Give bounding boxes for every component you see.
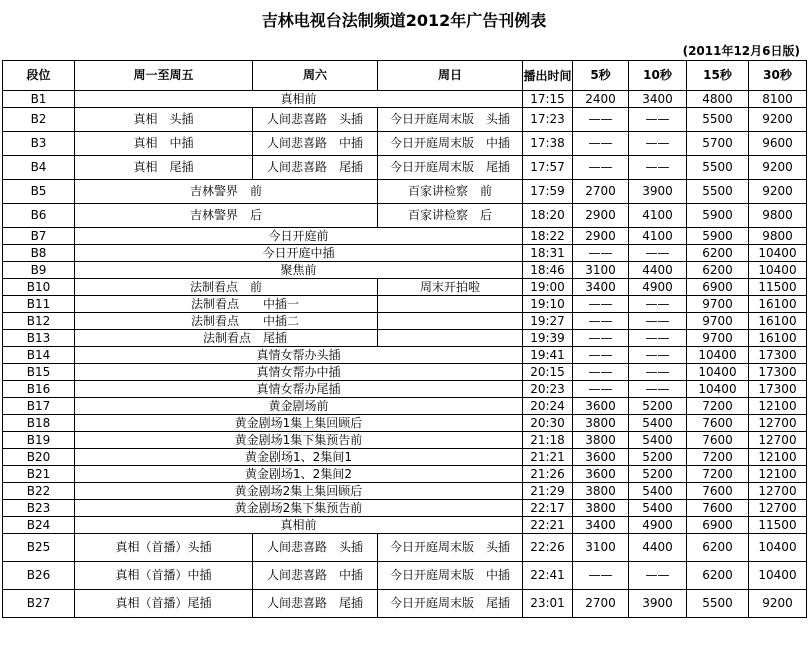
price-10s-cell[interactable]: 5400: [629, 483, 687, 500]
table-row: [3, 279, 807, 296]
price-5s-cell[interactable]: 2900: [573, 204, 629, 228]
price-10s-cell[interactable]: 5200: [629, 449, 687, 466]
price-15s-cell[interactable]: 10400: [687, 381, 749, 398]
table-row: [3, 517, 807, 534]
program-cell[interactable]: 真相（首播）尾插: [75, 590, 253, 618]
col-segment-header[interactable]: 段位: [3, 61, 75, 91]
table-row: [3, 534, 807, 562]
segment-cell[interactable]: B6: [3, 204, 75, 228]
table-body: [3, 61, 807, 618]
table-row: [3, 415, 807, 432]
price-15s-cell[interactable]: 7600: [687, 415, 749, 432]
segment-cell[interactable]: B25: [3, 534, 75, 562]
price-15s-cell[interactable]: 6200: [687, 562, 749, 590]
table-row: [3, 449, 807, 466]
price-30s-cell[interactable]: 9800: [749, 228, 807, 245]
price-5s-cell[interactable]: 3400: [573, 517, 629, 534]
program-cell[interactable]: 真情女帮办中插: [75, 364, 523, 381]
empty-cell[interactable]: [378, 296, 523, 313]
price-5s-cell[interactable]: ——: [573, 156, 629, 180]
price-10s-cell[interactable]: ——: [629, 245, 687, 262]
segment-cell[interactable]: B12: [3, 313, 75, 330]
price-15s-cell[interactable]: 5500: [687, 156, 749, 180]
price-30s-cell[interactable]: 12100: [749, 449, 807, 466]
price-10s-cell[interactable]: 4100: [629, 204, 687, 228]
program-cell[interactable]: 人间悲喜路 尾插: [253, 156, 378, 180]
col-15s-header[interactable]: 15秒: [687, 61, 749, 91]
price-30s-cell[interactable]: 9600: [749, 132, 807, 156]
program-cell[interactable]: 人间悲喜路 头插: [253, 108, 378, 132]
segment-cell[interactable]: B19: [3, 432, 75, 449]
price-5s-cell[interactable]: 3100: [573, 262, 629, 279]
airtime-cell[interactable]: 22:41: [523, 562, 573, 590]
segment-cell[interactable]: B3: [3, 132, 75, 156]
segment-cell[interactable]: B15: [3, 364, 75, 381]
program-cell[interactable]: 真情女帮办头插: [75, 347, 523, 364]
program-cell[interactable]: 百家讲检察 后: [378, 204, 523, 228]
segment-cell[interactable]: B16: [3, 381, 75, 398]
sheet-title: 吉林电视台法制频道2012年广告刊例表: [261, 11, 547, 30]
price-10s-cell[interactable]: 3400: [629, 91, 687, 108]
airtime-cell[interactable]: 20:23: [523, 381, 573, 398]
program-cell[interactable]: 今日开庭前: [75, 228, 523, 245]
table-row: [3, 132, 807, 156]
table-row: [3, 156, 807, 180]
price-15s-cell[interactable]: 10400: [687, 364, 749, 381]
table-row: [3, 500, 807, 517]
price-10s-cell[interactable]: 5200: [629, 466, 687, 483]
program-cell[interactable]: 黄金剧场前: [75, 398, 523, 415]
price-15s-cell[interactable]: 9700: [687, 296, 749, 313]
program-cell[interactable]: 今日开庭周末版 头插: [378, 108, 523, 132]
program-cell[interactable]: 真相（首播）头插: [75, 534, 253, 562]
airtime-cell[interactable]: 18:22: [523, 228, 573, 245]
segment-cell[interactable]: B5: [3, 180, 75, 204]
table-row: [3, 483, 807, 500]
price-15s-cell[interactable]: 7600: [687, 483, 749, 500]
price-5s-cell[interactable]: 2400: [573, 91, 629, 108]
price-5s-cell[interactable]: ——: [573, 296, 629, 313]
price-15s-cell[interactable]: 9700: [687, 313, 749, 330]
program-cell[interactable]: 黄金剧场2集上集回顾后: [75, 483, 523, 500]
price-10s-cell[interactable]: 5200: [629, 398, 687, 415]
segment-cell[interactable]: B27: [3, 590, 75, 618]
airtime-cell[interactable]: 19:41: [523, 347, 573, 364]
table-row: [3, 204, 807, 228]
segment-cell[interactable]: B11: [3, 296, 75, 313]
edition-date: (2011年12月6日版): [682, 44, 800, 58]
price-15s-cell[interactable]: 6900: [687, 517, 749, 534]
table-row: [3, 562, 807, 590]
price-15s-cell[interactable]: 5900: [687, 228, 749, 245]
price-30s-cell[interactable]: 17300: [749, 347, 807, 364]
table-row: [3, 330, 807, 347]
price-10s-cell[interactable]: 4100: [629, 228, 687, 245]
col-airtime-header[interactable]: 播出时间: [523, 61, 573, 91]
table-row: [3, 228, 807, 245]
price-5s-cell[interactable]: 3800: [573, 415, 629, 432]
price-5s-cell[interactable]: 3800: [573, 483, 629, 500]
price-30s-cell[interactable]: 17300: [749, 381, 807, 398]
segment-cell[interactable]: B9: [3, 262, 75, 279]
price-10s-cell[interactable]: 4400: [629, 534, 687, 562]
table-row: [3, 313, 807, 330]
table-row: [3, 262, 807, 279]
price-30s-cell[interactable]: 12700: [749, 415, 807, 432]
airtime-cell[interactable]: 17:38: [523, 132, 573, 156]
table-row: [3, 347, 807, 364]
airtime-cell[interactable]: 19:27: [523, 313, 573, 330]
price-5s-cell[interactable]: 2900: [573, 228, 629, 245]
price-10s-cell[interactable]: 4900: [629, 517, 687, 534]
airtime-cell[interactable]: 18:20: [523, 204, 573, 228]
col-saturday-header[interactable]: 周六: [253, 61, 378, 91]
price-15s-cell[interactable]: 4800: [687, 91, 749, 108]
program-cell[interactable]: 人间悲喜路 中插: [253, 132, 378, 156]
segment-cell[interactable]: B20: [3, 449, 75, 466]
airtime-cell[interactable]: 20:30: [523, 415, 573, 432]
price-10s-cell[interactable]: ——: [629, 364, 687, 381]
price-5s-cell[interactable]: ——: [573, 132, 629, 156]
price-15s-cell[interactable]: 6200: [687, 245, 749, 262]
segment-cell[interactable]: B22: [3, 483, 75, 500]
price-30s-cell[interactable]: 8100: [749, 91, 807, 108]
price-15s-cell[interactable]: 10400: [687, 347, 749, 364]
price-30s-cell[interactable]: 9200: [749, 156, 807, 180]
price-10s-cell[interactable]: ——: [629, 381, 687, 398]
price-30s-cell[interactable]: 12100: [749, 466, 807, 483]
table-row: [3, 432, 807, 449]
price-10s-cell[interactable]: ——: [629, 108, 687, 132]
program-cell[interactable]: 人间悲喜路 尾插: [253, 590, 378, 618]
price-30s-cell[interactable]: 9800: [749, 204, 807, 228]
price-10s-cell[interactable]: 4400: [629, 262, 687, 279]
segment-cell[interactable]: B24: [3, 517, 75, 534]
price-5s-cell[interactable]: 2700: [573, 590, 629, 618]
segment-cell[interactable]: B1: [3, 91, 75, 108]
price-5s-cell[interactable]: ——: [573, 347, 629, 364]
empty-cell[interactable]: [378, 330, 523, 347]
price-10s-cell[interactable]: 4900: [629, 279, 687, 296]
airtime-cell[interactable]: 19:10: [523, 296, 573, 313]
price-5s-cell[interactable]: ——: [573, 245, 629, 262]
price-30s-cell[interactable]: 10400: [749, 262, 807, 279]
airtime-cell[interactable]: 21:18: [523, 432, 573, 449]
program-cell[interactable]: 真相 尾插: [75, 156, 253, 180]
price-10s-cell[interactable]: ——: [629, 132, 687, 156]
price-30s-cell[interactable]: 10400: [749, 534, 807, 562]
airtime-cell[interactable]: 19:00: [523, 279, 573, 296]
segment-cell[interactable]: B17: [3, 398, 75, 415]
price-5s-cell[interactable]: 3600: [573, 466, 629, 483]
ad-rate-table: [2, 60, 807, 618]
table-row: [3, 590, 807, 618]
price-5s-cell[interactable]: 3800: [573, 432, 629, 449]
price-30s-cell[interactable]: 12700: [749, 500, 807, 517]
col-5s-header[interactable]: 5秒: [573, 61, 629, 91]
price-5s-cell[interactable]: 3800: [573, 500, 629, 517]
program-cell[interactable]: 黄金剧场2集下集预告前: [75, 500, 523, 517]
airtime-cell[interactable]: 20:24: [523, 398, 573, 415]
price-10s-cell[interactable]: 3900: [629, 590, 687, 618]
segment-cell[interactable]: B8: [3, 245, 75, 262]
price-30s-cell[interactable]: 9200: [749, 590, 807, 618]
airtime-cell[interactable]: 17:57: [523, 156, 573, 180]
price-5s-cell[interactable]: 3100: [573, 534, 629, 562]
program-cell[interactable]: 真相 中插: [75, 132, 253, 156]
price-30s-cell[interactable]: 17300: [749, 364, 807, 381]
price-15s-cell[interactable]: 7600: [687, 432, 749, 449]
price-15s-cell[interactable]: 7200: [687, 466, 749, 483]
price-15s-cell[interactable]: 7600: [687, 500, 749, 517]
price-5s-cell[interactable]: ——: [573, 108, 629, 132]
program-cell[interactable]: 今日开庭周末版 头插: [378, 534, 523, 562]
table-row: [3, 245, 807, 262]
price-5s-cell[interactable]: 3600: [573, 398, 629, 415]
price-5s-cell[interactable]: ——: [573, 364, 629, 381]
price-10s-cell[interactable]: ——: [629, 296, 687, 313]
table-row: [3, 381, 807, 398]
price-5s-cell[interactable]: ——: [573, 330, 629, 347]
table-row: [3, 466, 807, 483]
airtime-cell[interactable]: 17:15: [523, 91, 573, 108]
segment-cell[interactable]: B18: [3, 415, 75, 432]
price-10s-cell[interactable]: ——: [629, 330, 687, 347]
program-cell[interactable]: 法制看点 尾插: [75, 330, 378, 347]
program-cell[interactable]: 今日开庭周末版 尾插: [378, 156, 523, 180]
price-5s-cell[interactable]: ——: [573, 313, 629, 330]
price-5s-cell[interactable]: 2700: [573, 180, 629, 204]
price-10s-cell[interactable]: 5400: [629, 500, 687, 517]
program-cell[interactable]: 今日开庭周末版 尾插: [378, 590, 523, 618]
airtime-cell[interactable]: 18:46: [523, 262, 573, 279]
program-cell[interactable]: 今日开庭周末版 中插: [378, 562, 523, 590]
price-30s-cell[interactable]: 16100: [749, 330, 807, 347]
airtime-cell[interactable]: 22:21: [523, 517, 573, 534]
table-row: [3, 180, 807, 204]
airtime-cell[interactable]: 17:59: [523, 180, 573, 204]
program-cell[interactable]: 吉林警界 前: [75, 180, 378, 204]
empty-cell[interactable]: [378, 313, 523, 330]
segment-cell[interactable]: B14: [3, 347, 75, 364]
price-15s-cell[interactable]: 5500: [687, 590, 749, 618]
segment-cell[interactable]: B7: [3, 228, 75, 245]
price-30s-cell[interactable]: 11500: [749, 279, 807, 296]
table-row: [3, 108, 807, 132]
program-cell[interactable]: 黄金剧场1、2集间2: [75, 466, 523, 483]
price-30s-cell[interactable]: 16100: [749, 313, 807, 330]
price-5s-cell[interactable]: ——: [573, 562, 629, 590]
price-30s-cell[interactable]: 12100: [749, 398, 807, 415]
price-5s-cell[interactable]: ——: [573, 381, 629, 398]
program-cell[interactable]: 今日开庭周末版 中插: [378, 132, 523, 156]
program-cell[interactable]: 法制看点 中插二: [75, 313, 378, 330]
airtime-cell[interactable]: 19:39: [523, 330, 573, 347]
program-cell[interactable]: 吉林警界 后: [75, 204, 378, 228]
table-row: [3, 296, 807, 313]
price-30s-cell[interactable]: 12700: [749, 483, 807, 500]
airtime-cell[interactable]: 21:21: [523, 449, 573, 466]
program-cell[interactable]: 周末开拍啦: [378, 279, 523, 296]
price-15s-cell[interactable]: 6900: [687, 279, 749, 296]
segment-cell[interactable]: B10: [3, 279, 75, 296]
segment-cell[interactable]: B13: [3, 330, 75, 347]
program-cell[interactable]: 真情女帮办尾插: [75, 381, 523, 398]
col-sunday-header[interactable]: 周日: [378, 61, 523, 91]
price-15s-cell[interactable]: 5500: [687, 180, 749, 204]
program-cell[interactable]: 真相（首播）中插: [75, 562, 253, 590]
segment-cell[interactable]: B26: [3, 562, 75, 590]
program-cell[interactable]: 黄金剧场1集上集回顾后: [75, 415, 523, 432]
price-30s-cell[interactable]: 12700: [749, 432, 807, 449]
price-15s-cell[interactable]: 7200: [687, 398, 749, 415]
airtime-cell[interactable]: 20:15: [523, 364, 573, 381]
col-10s-header[interactable]: 10秒: [629, 61, 687, 91]
price-10s-cell[interactable]: 5400: [629, 432, 687, 449]
price-15s-cell[interactable]: 7200: [687, 449, 749, 466]
table-row: [3, 398, 807, 415]
program-cell[interactable]: 真相 头插: [75, 108, 253, 132]
price-30s-cell[interactable]: 10400: [749, 562, 807, 590]
program-cell[interactable]: 法制看点 中插一: [75, 296, 378, 313]
price-10s-cell[interactable]: 5400: [629, 415, 687, 432]
program-cell[interactable]: 聚焦前: [75, 262, 523, 279]
price-10s-cell[interactable]: ——: [629, 562, 687, 590]
price-15s-cell[interactable]: 5500: [687, 108, 749, 132]
program-cell[interactable]: 黄金剧场1、2集间1: [75, 449, 523, 466]
program-cell[interactable]: 真相前: [75, 517, 523, 534]
price-15s-cell[interactable]: 5900: [687, 204, 749, 228]
col-weekday-header[interactable]: 周一至周五: [75, 61, 253, 91]
price-30s-cell[interactable]: 11500: [749, 517, 807, 534]
price-10s-cell[interactable]: ——: [629, 347, 687, 364]
price-10s-cell[interactable]: ——: [629, 313, 687, 330]
segment-cell[interactable]: B4: [3, 156, 75, 180]
program-cell[interactable]: 法制看点 前: [75, 279, 378, 296]
airtime-cell[interactable]: 17:23: [523, 108, 573, 132]
program-cell[interactable]: 人间悲喜路 头插: [253, 534, 378, 562]
airtime-cell[interactable]: 22:17: [523, 500, 573, 517]
airtime-cell[interactable]: 18:31: [523, 245, 573, 262]
price-30s-cell[interactable]: 10400: [749, 245, 807, 262]
price-30s-cell[interactable]: 16100: [749, 296, 807, 313]
program-cell[interactable]: 黄金剧场1集下集预告前: [75, 432, 523, 449]
price-15s-cell[interactable]: 9700: [687, 330, 749, 347]
col-30s-header[interactable]: 30秒: [749, 61, 807, 91]
price-15s-cell[interactable]: 6200: [687, 534, 749, 562]
price-30s-cell[interactable]: 9200: [749, 108, 807, 132]
program-cell[interactable]: 今日开庭中插: [75, 245, 523, 262]
header-row: [3, 61, 807, 91]
segment-cell[interactable]: B2: [3, 108, 75, 132]
program-cell[interactable]: 人间悲喜路 中插: [253, 562, 378, 590]
segment-cell[interactable]: B23: [3, 500, 75, 517]
price-5s-cell[interactable]: 3600: [573, 449, 629, 466]
airtime-cell[interactable]: 22:26: [523, 534, 573, 562]
table-row: [3, 91, 807, 108]
program-cell[interactable]: 真相前: [75, 91, 523, 108]
segment-cell[interactable]: B21: [3, 466, 75, 483]
price-15s-cell[interactable]: 6200: [687, 262, 749, 279]
airtime-cell[interactable]: 23:01: [523, 590, 573, 618]
price-30s-cell[interactable]: 9200: [749, 180, 807, 204]
price-10s-cell[interactable]: 3900: [629, 180, 687, 204]
price-15s-cell[interactable]: 5700: [687, 132, 749, 156]
airtime-cell[interactable]: 21:29: [523, 483, 573, 500]
price-5s-cell[interactable]: 3400: [573, 279, 629, 296]
table-row: [3, 364, 807, 381]
program-cell[interactable]: 百家讲检察 前: [378, 180, 523, 204]
price-10s-cell[interactable]: ——: [629, 156, 687, 180]
airtime-cell[interactable]: 21:26: [523, 466, 573, 483]
